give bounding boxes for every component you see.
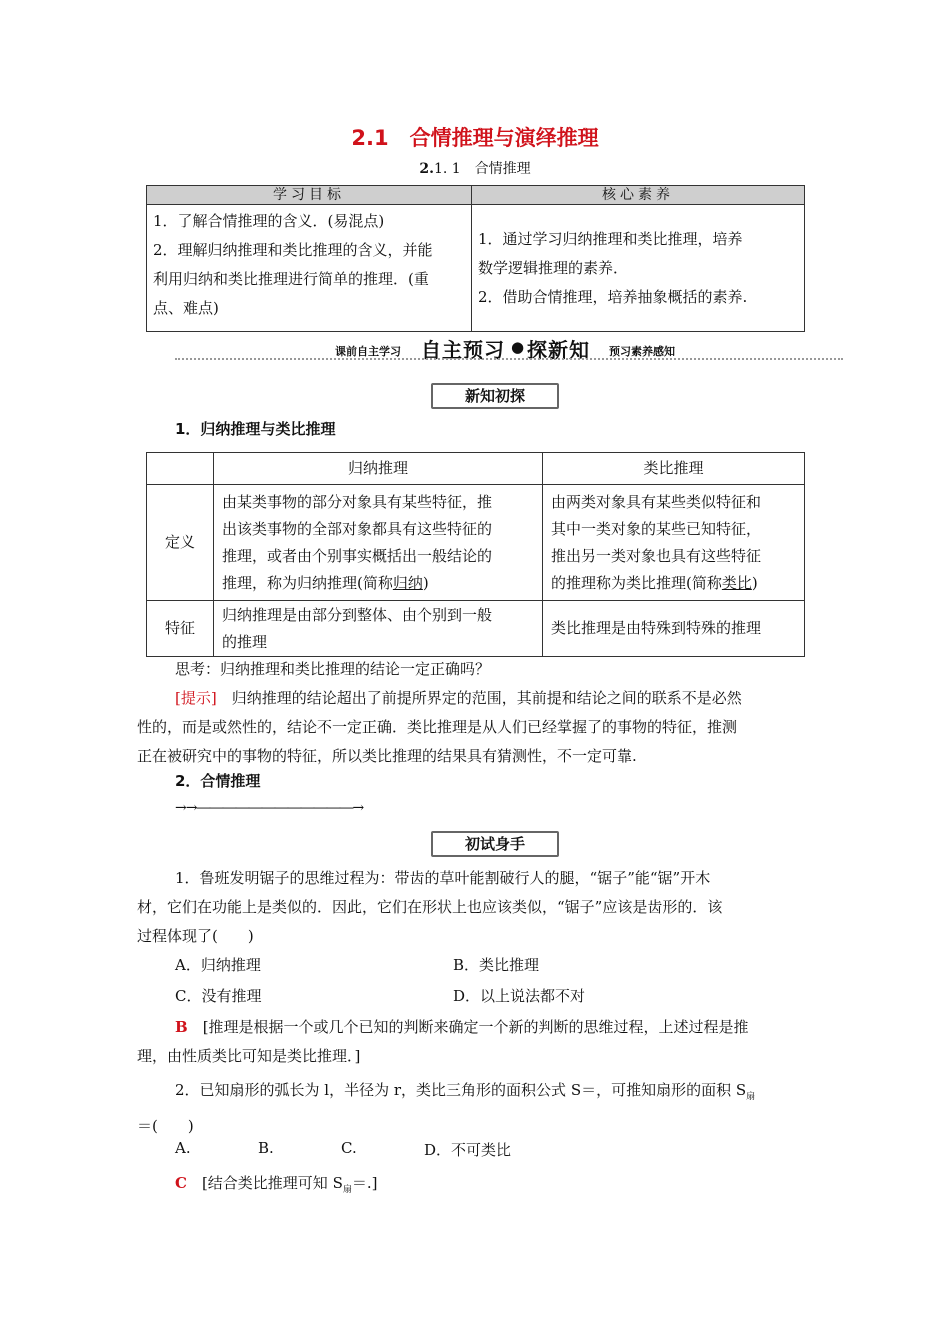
row-definition-label: 定义 bbox=[147, 485, 214, 601]
literacy-header: 核心素养 bbox=[472, 186, 805, 205]
banner-divider bbox=[175, 358, 843, 360]
text-line bbox=[551, 570, 796, 597]
q1-option-b: B．类比推理 bbox=[453, 956, 540, 974]
literacy-line: 1．通过学习归纳推理和类比推理，培养 bbox=[478, 229, 743, 248]
literacy-line: 数学逻辑推理的素养． bbox=[478, 258, 629, 277]
text-span: [结合类比推理可知 S bbox=[186, 1174, 343, 1192]
text-line: 由两类对象具有某些类似特征和 bbox=[551, 492, 762, 511]
answer-letter: C bbox=[175, 1174, 187, 1192]
text-span: [推理是根据一个或几个已知的判断来确定一个新的判断的思维过程，上述过程是推 bbox=[187, 1018, 749, 1036]
subtitle-rest: 1. 1 合情推理 bbox=[433, 161, 531, 177]
q2-option-c: C. bbox=[341, 1139, 357, 1157]
question-line: 材，它们在功能上是类似的．因此，它们在形状上也应该类似，“锯子”应该是齿形的．该 bbox=[137, 898, 723, 916]
concept-table bbox=[146, 452, 805, 657]
chevron-icon: ● bbox=[511, 338, 526, 356]
text-line: 推出另一类对象也具有这些特征 bbox=[551, 546, 762, 565]
hint-line: 性的，而是或然性的，结论不一定正确．类比推理是从人们已经掌握了的事物的特征，推测 bbox=[137, 718, 738, 736]
page-title: 2.1 合情推理与演绎推理 bbox=[351, 126, 599, 150]
section-heading-2: 2．合情推理 bbox=[175, 772, 261, 790]
q1-option-a: A．归纳推理 bbox=[175, 956, 261, 974]
q2-option-a: A. bbox=[175, 1139, 191, 1157]
analogy-definition bbox=[543, 485, 805, 601]
tag-label: 初试身手 bbox=[464, 835, 525, 853]
goals-table bbox=[146, 185, 805, 332]
question-1 bbox=[137, 864, 817, 951]
text-span: ) bbox=[422, 573, 429, 592]
section-banner bbox=[175, 334, 843, 360]
think-question: 思考：归纳推理和类比推理的结论一定正确吗？ bbox=[175, 660, 491, 678]
q2-option-b: B. bbox=[258, 1139, 274, 1157]
q1-option-c: C．没有推理 bbox=[175, 987, 262, 1005]
corner-cell bbox=[147, 453, 214, 485]
underlined-term: 归纳 bbox=[392, 573, 423, 592]
text-line: 出该类事物的全部对象都具有这些特征的 bbox=[222, 519, 493, 538]
text-span: 的推理称为类比推理(简称 bbox=[551, 573, 722, 592]
literacy-line: 2．借助合情推理，培养抽象概括的素养. bbox=[478, 287, 748, 306]
banner-main-right: 探新知 bbox=[527, 338, 590, 362]
goals-header: 学习目标 bbox=[147, 186, 472, 205]
text-line: 其中一类对象的某些已知特征， bbox=[551, 519, 762, 538]
answer-line: 理，由性质类比可知是类比推理．] bbox=[137, 1047, 361, 1065]
goal-line: 2．理解归纳推理和类比推理的含义，并能 bbox=[153, 241, 433, 259]
q2-option-d: D．不可类比 bbox=[424, 1141, 512, 1159]
hint-paragraph bbox=[137, 684, 817, 771]
answer-letter: B bbox=[175, 1018, 188, 1036]
text-line bbox=[222, 570, 534, 597]
question-line bbox=[137, 1076, 817, 1112]
text-span: 归纳推理的结论超出了前提所界定的范围，其前提和结论之间的联系不是必然 bbox=[216, 689, 742, 707]
text-span: 2．已知扇形的弧长为 l，半径为 r，类比三角形的面积公式 S＝，可推知扇形的面积 S bbox=[175, 1081, 747, 1099]
induction-definition bbox=[214, 485, 543, 601]
hint-line: 正在被研究中的事物的特征，所以类比推理的结果具有猜测性，不一定可靠. bbox=[137, 747, 637, 765]
question-line: 过程体现了( ) bbox=[137, 927, 254, 945]
hint-label: [提示] bbox=[175, 689, 217, 707]
subscript: 扇 bbox=[342, 1185, 352, 1195]
subtitle-prefix: 2. bbox=[419, 161, 434, 177]
banner-right-caption: 预习素养感知 bbox=[609, 345, 675, 358]
question-2 bbox=[137, 1076, 817, 1141]
goal-line: 1．了解合情推理的含义．(易混点) bbox=[153, 212, 385, 230]
tag-label: 新知初探 bbox=[464, 387, 525, 405]
arrow-flow-line: →→――――――――――――→ bbox=[175, 800, 364, 816]
try-yourself-tag bbox=[431, 831, 559, 857]
hint-line bbox=[137, 684, 817, 713]
text-span: ＝.] bbox=[351, 1174, 378, 1192]
literacy-cell bbox=[472, 205, 805, 332]
question-line: 1．鲁班发明锯子的思维过程为：带齿的草叶能割破行人的腿，“锯子”能“锯”开木 bbox=[175, 869, 711, 887]
text-line: 推理，或者由个别事实概括出一般结论的 bbox=[222, 546, 493, 565]
induction-feature bbox=[214, 601, 543, 657]
subscript: 扇 bbox=[746, 1092, 756, 1102]
answer-line bbox=[137, 1013, 817, 1042]
col-analogy: 类比推理 bbox=[543, 453, 805, 485]
row-feature-label: 特征 bbox=[147, 601, 214, 657]
answer-1 bbox=[137, 1013, 817, 1071]
goal-line: 点、难点) bbox=[153, 299, 219, 317]
question-line: ＝( ) bbox=[137, 1117, 194, 1135]
text-line: 由某类事物的部分对象具有某些特征，推 bbox=[222, 492, 493, 511]
q1-option-d: D．以上说法都不对 bbox=[453, 987, 586, 1005]
underlined-term: 类比 bbox=[721, 573, 752, 592]
new-knowledge-tag bbox=[431, 383, 559, 409]
banner-left-caption: 课前自主学习 bbox=[335, 345, 401, 358]
analogy-feature: 类比推理是由特殊到特殊的推理 bbox=[543, 601, 805, 657]
section-heading-1: 1．归纳推理与类比推理 bbox=[175, 420, 336, 438]
col-induction: 归纳推理 bbox=[214, 453, 543, 485]
text-line: 的推理 bbox=[222, 632, 268, 651]
goals-cell bbox=[147, 205, 472, 332]
banner-main-left: 自主预习 bbox=[421, 338, 505, 362]
text-line: 归纳推理是由部分到整体、由个别到一般 bbox=[222, 605, 493, 624]
section-subtitle bbox=[0, 158, 950, 178]
text-span: 推理，称为归纳推理(简称 bbox=[222, 573, 393, 592]
text-span: ) bbox=[751, 573, 758, 592]
goal-line: 利用归纳和类比推理进行简单的推理．(重 bbox=[153, 270, 429, 288]
answer-2 bbox=[175, 1170, 378, 1203]
